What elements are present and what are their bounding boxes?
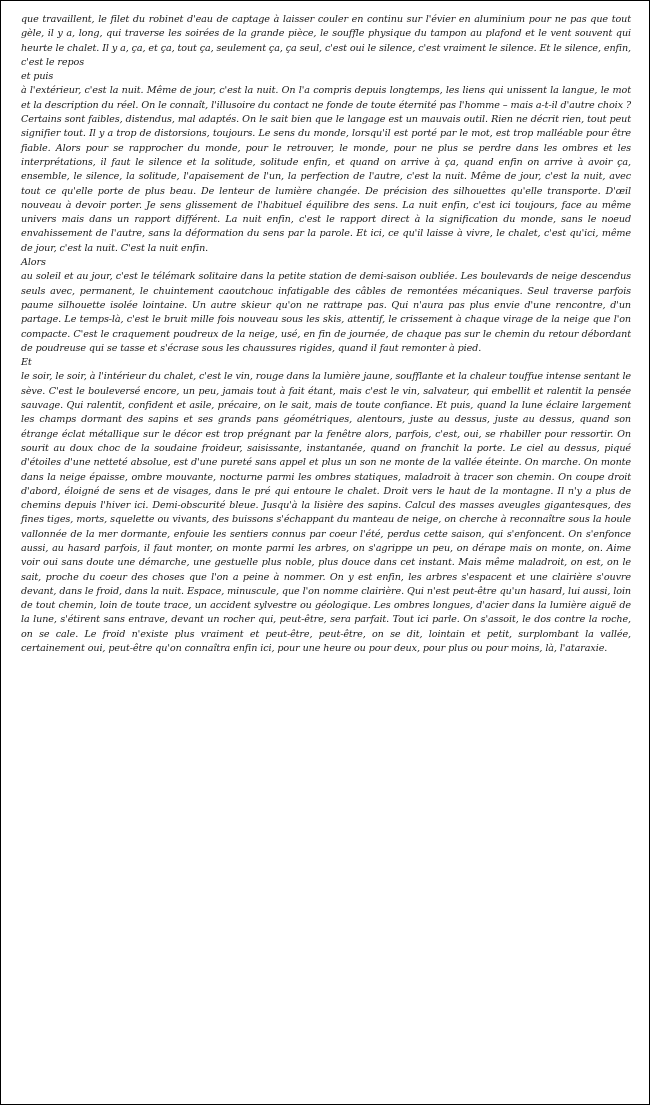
cue-et: Et — [21, 357, 32, 369]
handwritten-text — [21, 13, 631, 656]
paragraph-3: au soleil et au jour, c'est le télémark solitaire dans la petite station de demi-saison oubliée. Les boulevards de neige descendus seuls avec, permanent, le chuintement caoutchouc infatigable des câbles de remontées mécaniques. Seul traverse parfois paume silhouette isolée lointaine. Un autre skieur qu'on ne rattrape pas. Qui n'aura pas plus envie d'une rencontre, d'un partage. Le temps-là, c'est le bruit mille fois nouveau sous les skis, attentif, le crissement à chaque virage de la neige que l'on compacte. C'est le craquement poudreux de la neige, usé, en fin de journée, de chaque pas sur le chemin du retour débordant de poudreuse qui se tasse et s'écrase sous les chaussures rigides, quand il faut remonter à pied. — [21, 271, 631, 354]
cue-et-puis: et puis — [21, 71, 54, 83]
paragraph-4: le soir, le soir, à l'intérieur du chalet, c'est le vin, rouge dans la lumière jaune, soufflante et la chaleur touffue intense sentant le sève. C'est le bouleversé encore, un peu, jamais tout à fait étant, mais c'est le vin, salvateur, qui embellit et ralentit la pensée sauvage. Qui ralentit, confident et asile, précaire, on le sait, mais de toute confiance. Et puis, quand la lune éclaire largement les champs dormant des sapins et ses grands pans géométriques, alentours, juste au dessus, juste au dessus, quand son étrange éclat métallique sur le décor est trop prégnant par la fenêtre alors, parfois, c'est, oui, se rhabiller pour ressortir. On sourit au doux choc de la soudaine froideur, saisissante, instantanée, quand on franchit la porte. Le ciel au dessus, piqué d'étoiles d'une netteté absolue, est d'une pureté sans appel et plus un son ne monte de la vallée éteinte. On marche. On monte dans la neige épaisse, ombre mouvante, nocturne parmi les ombres statiques, maladroit à tracer son chemin. On coupe droit d'abord, éloigné de sens et de visages, dans le pré qui entoure le chalet. Droit vers le haut de la montagne. Il n'y a plus de chemins depuis l'hiver ici. Demi-obscurité bleue. Jusqu'à la lisière des sapins. Calcul des masses aveugles gigantesques, des fines tiges, morts, squelette ou vivants, des buissons s'échappant du manteau de neige, on cherche à reconnaître sous la houle vallonnée de la mer dormante, enfouie les sentiers connus par coeur l'été, perdus cette saison, qui s'enfoncent. On s'enfonce aussi, au hasard parfois, il faut monter, on monte parmi les arbres, on s'agrippe un peu, on dérape mais on monte, on. Aime voir oui sans doute une démarche, une gestuelle plus noble, plus douce dans cet instant. Mais même maladroit, on est, on le sait, proche du coeur des choses que l'on a peine à nommer. On y est enfin, les arbres s'espacent et une clairière s'ouvre devant, dans le froid, dans la nuit. Espace, minuscule, que l'on nomme clairière. Qui n'est peut-être qu'un hasard, lui aussi, loin de tout chemin, loin de toute trace, un accident sylvestre ou géologique. Les ombres longues, d'acier dans la lumière aiguë de la lune, s'étirent sans entrave, devant un rocher qui, peut-être, sera parfait. Tout ici parle. On s'assoit, le dos contre la roche, on se cale. Le froid n'existe plus vraiment et peut-être, peut-être, on se dit, lointain et petit, surplombant la vallée, certainement oui, peut-être qu'on connaîtra enfin ici, pour une heure ou pour deux, pour plus ou pour moins, là, l'ataraxie. — [21, 371, 631, 655]
cue-alors: Alors — [21, 257, 46, 269]
paragraph-1: que travaillent, le filet du robinet d'eau de captage à laisser couler en continu sur l'évier en aluminium pour ne pas que tout gèle, il y a, long, qui traverse les soirées de la grande pièce, le souffle physique du tampon au plafond et le vent souvent qui heurte le chalet. Il y a, ça, et ça, tout ça, seulement ça, ça seul, c'est oui le silence, c'est vraiment le silence. Et le silence, enfin, c'est le repos — [21, 14, 631, 68]
paragraph-2: à l'extérieur, c'est la nuit. Même de jour, c'est la nuit. On l'a compris depuis longtemps, les liens qui unissent la langue, le mot et la description du réel. On le connaît, l'illusoire du contact ne fonde de toute éternité pas l'homme – mais a-t-il d'autre choix ? Certains sont faibles, distendus, mal adaptés. On le sait bien que le langage est un mauvais outil. Rien ne décrit rien, tout peut signifier tout. Il y a trop de distorsions, toujours. Le sens du monde, lorsqu'il est porté par le mot, est trop malléable pour être fiable. Alors pour se rapprocher du monde, pour le retrouver, le monde, pour ne plus se perdre dans les ombres et les interprétations, il faut le silence et la solitude, solitude enfin, et quand on arrive à ça, quand enfin on arrive à avoir ça, ensemble, le silence, la solitude, l'apaisement de l'un, la perfection de l'autre, c'est la nuit. Même de jour, c'est la nuit, avec tout ce qu'elle porte de plus beau. De lenteur de lumière changée. De précision des silhouettes qu'elle transporte. D'œil nouveau à devoir porter. Je sens glissement de l'habituel équilibre des sens. La nuit enfin, c'est ici toujours, face au même univers mais dans un rapport différent. La nuit enfin, c'est le rapport direct à la signification du monde, sans le noeud envahissement de l'autre, sans la déformation du sens par la parole. Et ici, ce qu'il laisse à vivre, le chalet, c'est qu'ici, même de jour, c'est la nuit. C'est la nuit enfin. — [21, 85, 631, 254]
